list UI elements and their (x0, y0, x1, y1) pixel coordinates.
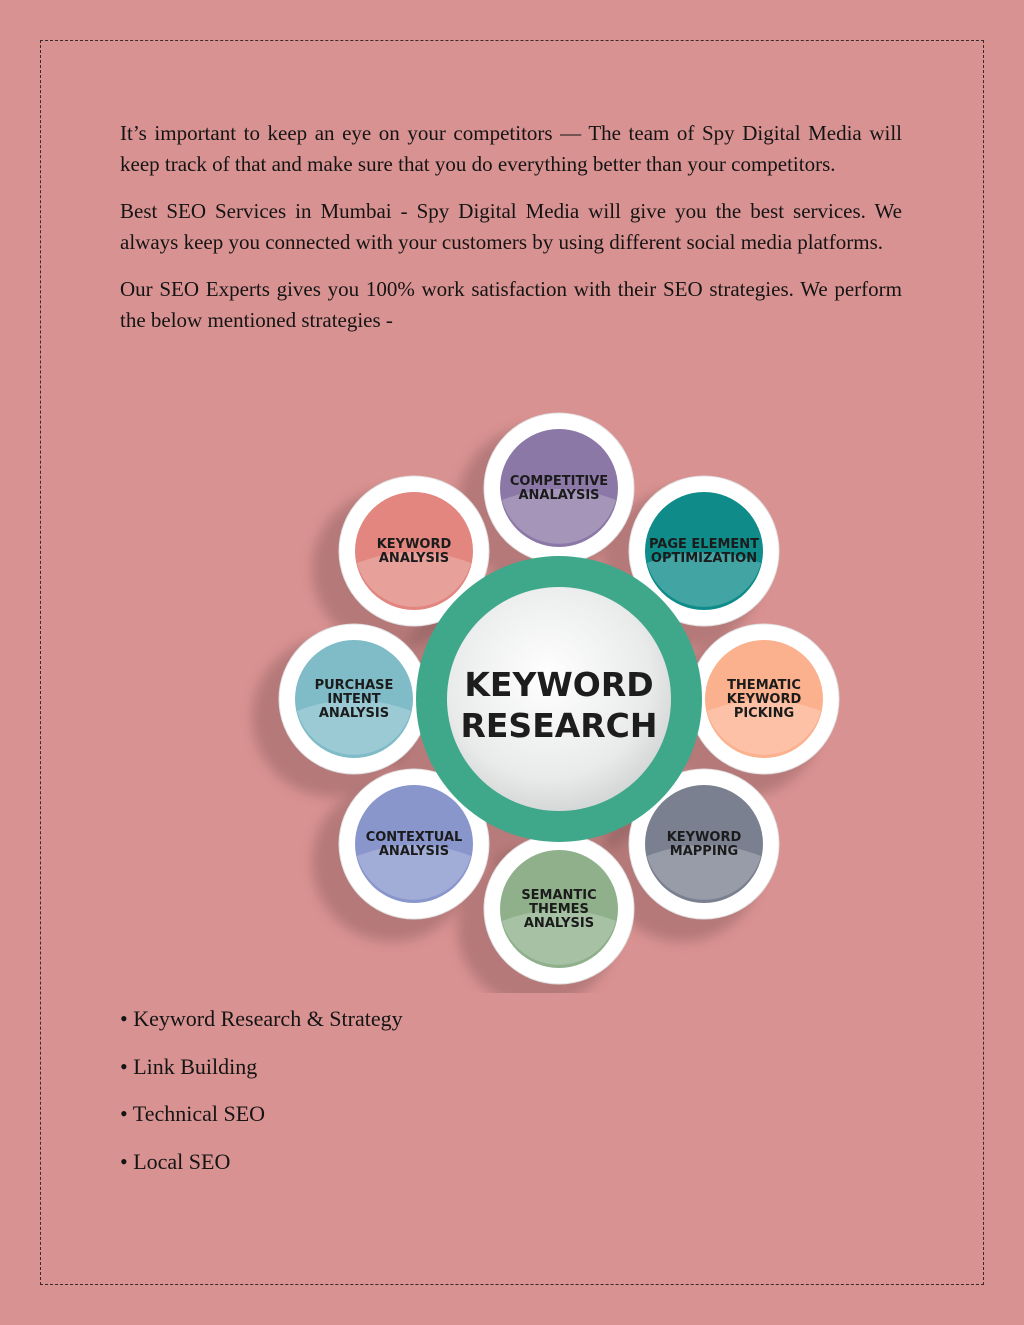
node-label-line: ANALYSIS (318, 706, 390, 721)
strategies-list (120, 1004, 720, 1194)
node-competitive-analysis (484, 413, 634, 563)
node-label-line: CONTEXTUAL (365, 830, 463, 845)
paragraph-seo-experts: Our SEO Experts gives you 100% work satisfaction with their SEO strategies. We perform the below mentioned strategies - (120, 277, 902, 332)
node-semantic-themes-analysis (484, 834, 634, 984)
center-title-line-2: RESEARCH (460, 706, 658, 745)
node-label-line: KEYWORD (666, 830, 742, 845)
node-label-line: PURCHASE (314, 678, 394, 693)
node-label-line: KEYWORD (376, 537, 452, 552)
node-label-line: THEMATIC (727, 678, 801, 693)
node-label-line: COMPETITIVE (509, 474, 609, 489)
node-label-line: PICKING (733, 706, 795, 721)
node-label-line: INTENT (327, 692, 381, 707)
keyword-research-diagram (190, 408, 870, 993)
node-label-line: OPTIMIZATION (650, 551, 758, 566)
node-label-line: THEMES (529, 902, 589, 917)
node-label-line: ANALYSIS (378, 844, 450, 859)
node-label-line: ANALAYSIS (518, 488, 600, 503)
center-title-line-1: KEYWORD (464, 665, 654, 704)
list-item: • Technical SEO (120, 1101, 266, 1126)
intro-text (120, 118, 902, 352)
list-item: • Local SEO (120, 1148, 231, 1174)
list-item: • Link Building (120, 1053, 258, 1079)
node-label-line: MAPPING (669, 844, 739, 859)
paragraph-competitors: It’s important to keep an eye on your competitors — The team of Spy Digital Media will keep track of that and make sure that you do everything better than your competitors. (120, 121, 902, 176)
node-label-line: PAGE ELEMENT (648, 537, 760, 552)
node-label-line: ANALYSIS (378, 551, 450, 566)
node-thematic-keyword-picking (689, 624, 839, 774)
node-label-line: ANALYSIS (523, 916, 595, 931)
node-purchase-intent-analysis (279, 624, 429, 774)
node-label-line: KEYWORD (726, 692, 802, 707)
node-label-line: SEMANTIC (521, 888, 597, 903)
list-item: • Keyword Research & Strategy (120, 1006, 403, 1031)
paragraph-best-seo-services: Best SEO Services in Mumbai - Spy Digital Media will give you the best services. We always keep you connected with your customers by using different social media platforms. (120, 199, 902, 254)
